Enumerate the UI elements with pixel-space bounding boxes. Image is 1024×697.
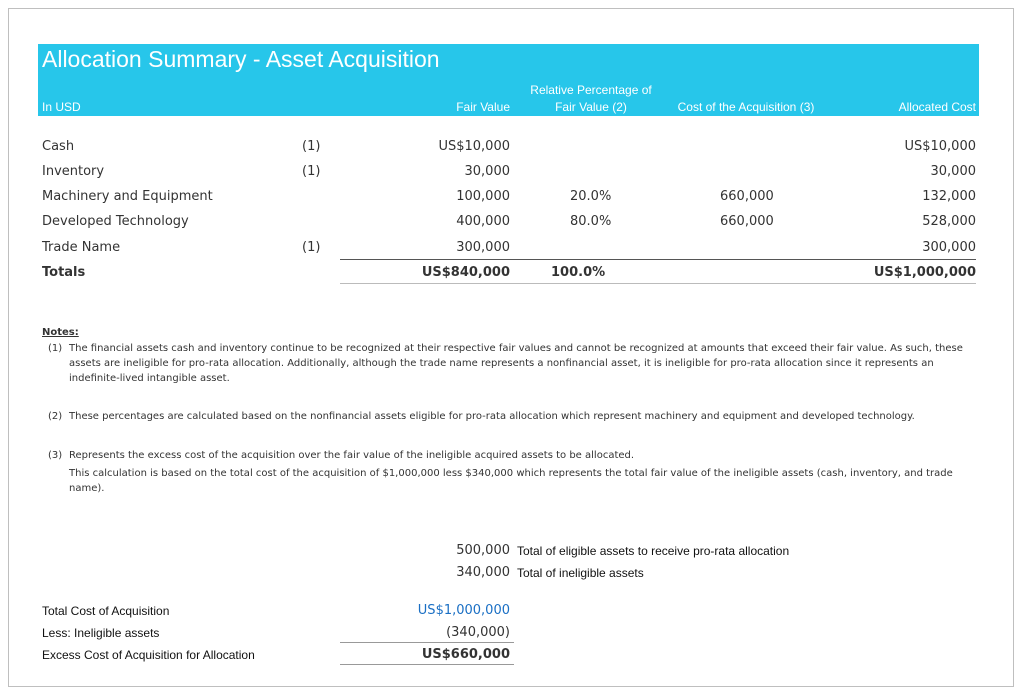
note-ref: (1)	[302, 240, 321, 255]
relative-pct: 20.0%	[570, 189, 612, 204]
fair-value: 400,000	[456, 214, 510, 229]
totals-fair-value: US$840,000	[421, 265, 510, 280]
unit-label: In USD	[42, 100, 81, 114]
allocated-cost: 528,000	[922, 214, 976, 229]
totals-allocated: US$1,000,000	[873, 265, 976, 280]
allocated-cost: 300,000	[922, 240, 976, 255]
total-cost-label: Total Cost of Acquisition	[42, 604, 170, 618]
excess-underline	[340, 664, 514, 665]
ineligible-value: 340,000	[456, 565, 510, 580]
excess-cost-label: Excess Cost of Acquisition for Allocation	[42, 648, 255, 662]
note-1-text: The financial assets cash and inventory continue to be recognized at their respective fair values and cannot be recognized at amounts that exceed their fair value. As such, these assets are ineligible for pro-rata allocation. Additionally, although the trade name represents a nonfinancial asset, it is ineligible for pro-rata allocation since it represents an indefinite-lived intangible asset.	[69, 343, 963, 384]
eligible-value: 500,000	[456, 543, 510, 558]
less-ineligible-value: (340,000)	[446, 625, 510, 640]
note-2-marker: (2)	[48, 411, 63, 422]
page-title: Allocation Summary - Asset Acquisition	[42, 46, 440, 72]
less-ineligible-label: Less: Ineligible assets	[42, 626, 160, 640]
fair-value: 100,000	[456, 189, 510, 204]
allocated-cost: US$10,000	[904, 139, 976, 154]
eligible-label: Total of eligible assets to receive pro-rata allocation	[517, 544, 790, 558]
asset-name: Machinery and Equipment	[42, 189, 213, 204]
allocated-cost: 30,000	[930, 164, 976, 179]
excess-cost-value: US$660,000	[421, 647, 510, 662]
acquisition-cost: 660,000	[720, 214, 774, 229]
fair-value: 30,000	[464, 164, 510, 179]
totals-underline	[340, 283, 976, 284]
note-3-marker: (3)	[48, 450, 63, 461]
ineligible-label: Total of ineligible assets	[517, 566, 644, 580]
note-3-text-detail: This calculation is based on the total cost of the acquisition of $1,000,000 less $340,000 which represents the total fair value of the ineligible assets (cash, inventory, and trade name).	[69, 468, 953, 494]
totals-pct: 100.0%	[551, 265, 606, 280]
note-ref: (1)	[302, 164, 321, 179]
acquisition-cost: 660,000	[720, 189, 774, 204]
fair-value: 300,000	[456, 240, 510, 255]
excess-rule	[340, 642, 514, 643]
total-cost-value: US$1,000,000	[417, 603, 510, 618]
totals-rule	[340, 259, 976, 260]
note-1-marker: (1)	[48, 343, 63, 354]
note-3-text: Represents the excess cost of the acquisition over the fair value of the ineligible acquired assets to be allocated.	[69, 450, 635, 461]
asset-name: Inventory	[42, 164, 105, 179]
col-header-cost: Cost of the Acquisition (3)	[677, 100, 815, 114]
col-header-relative-pct-line2: Fair Value (2)	[555, 100, 627, 114]
asset-name: Trade Name	[42, 240, 121, 255]
note-ref: (1)	[302, 139, 321, 154]
note-2-text: These percentages are calculated based on the nonfinancial assets eligible for pro-rata allocation which represent machinery and equipment and developed technology.	[69, 411, 915, 422]
col-header-fair-value: Fair Value	[456, 100, 510, 114]
totals-label: Totals	[42, 265, 86, 280]
asset-name: Developed Technology	[42, 214, 189, 229]
col-header-allocated: Allocated Cost	[898, 100, 976, 114]
allocated-cost: 132,000	[922, 189, 976, 204]
fair-value: US$10,000	[438, 139, 510, 154]
col-header-relative-pct-line1: Relative Percentage of	[530, 83, 652, 97]
notes-heading: Notes:	[42, 327, 79, 338]
relative-pct: 80.0%	[570, 214, 612, 229]
asset-name: Cash	[42, 139, 75, 154]
